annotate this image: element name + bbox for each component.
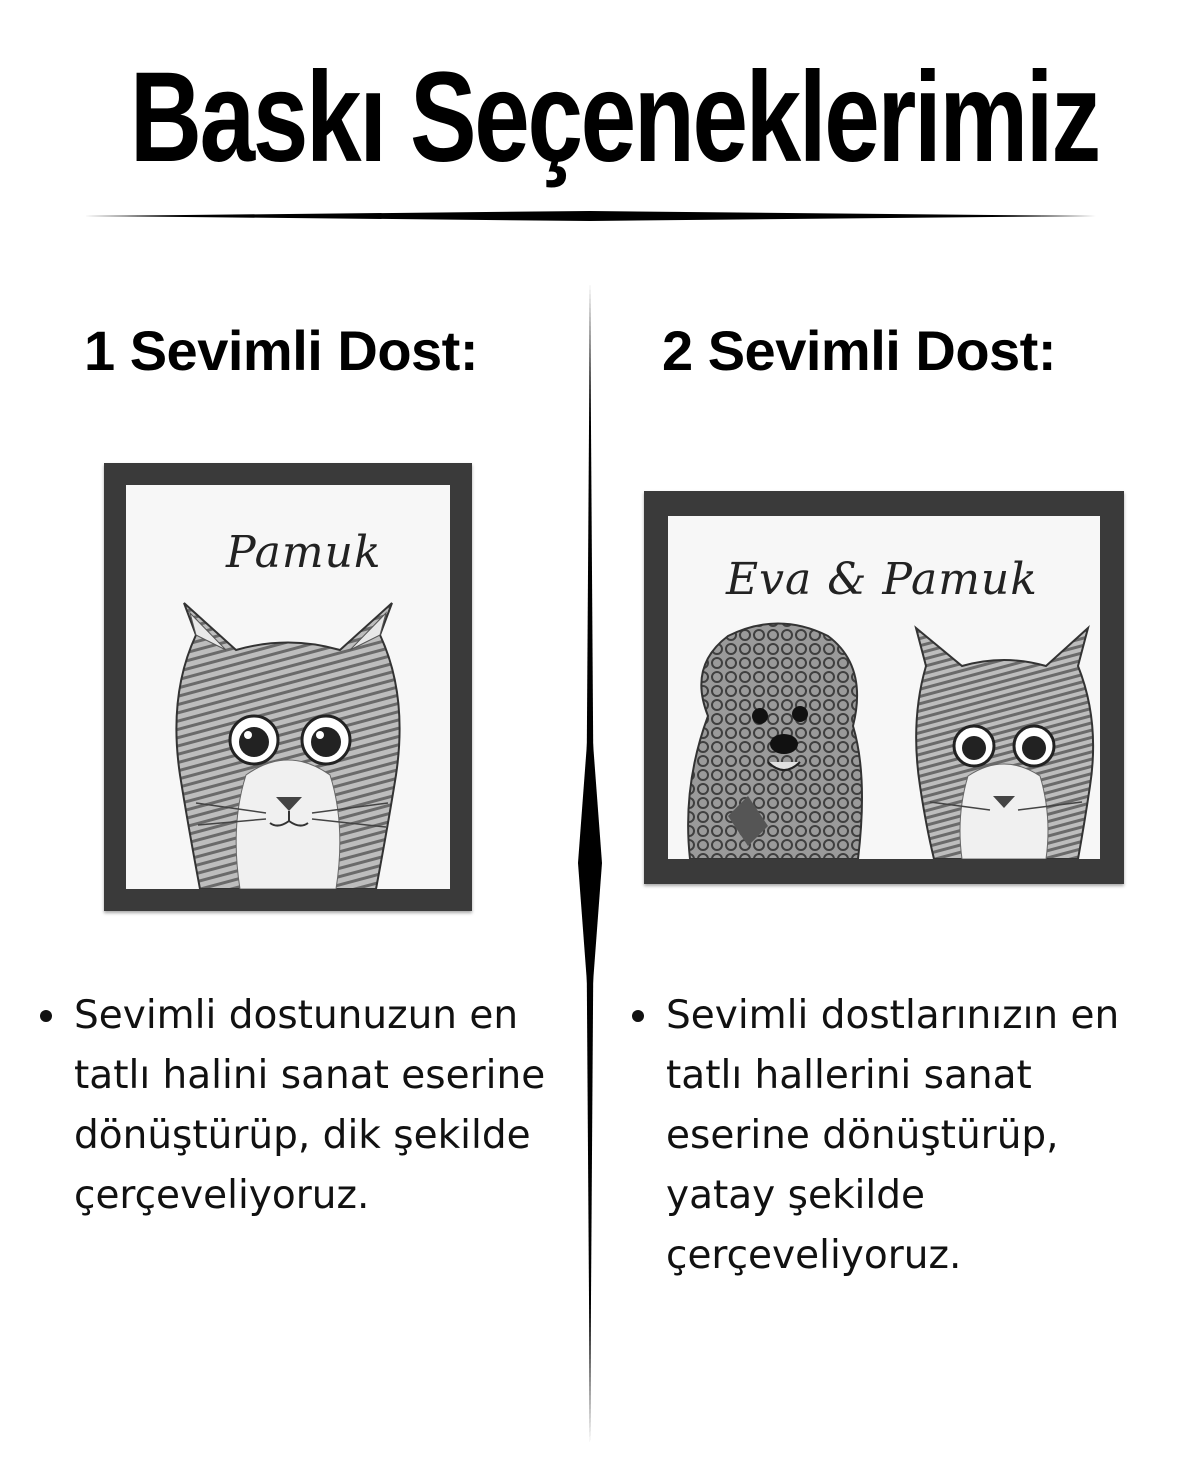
list-item <box>36 986 576 1226</box>
bullet-icon <box>40 1010 52 1022</box>
title-divider <box>84 211 1096 221</box>
landscape-frame <box>644 491 1124 884</box>
column-divider <box>572 283 608 1443</box>
single-pet-description-list <box>36 986 576 1226</box>
list-item <box>628 986 1168 1286</box>
two-pets-description: Sevimli dostlarınızın en tatlı hallerini sanat eserine dönüştürüp, yatay şekilde çerçeveliyoruz. <box>666 993 1120 1278</box>
cat-sketch <box>126 485 450 889</box>
portrait-frame <box>104 463 472 911</box>
two-pets-heading: 2 Sevimli Dost: <box>662 319 1056 382</box>
dog-and-cat-sketch <box>668 516 1100 859</box>
landscape-mat <box>668 516 1100 859</box>
two-pets-description-list <box>628 986 1168 1286</box>
single-pet-description: Sevimli dostunuzun en tatlı halini sanat eserine dönüştürüp, dik şekilde çerçeveliyoruz. <box>74 993 546 1218</box>
landscape-signature: Eva & Pamuk <box>726 554 1038 605</box>
page-title: Baskı Seçeneklerimiz <box>129 46 1099 189</box>
portrait-signature: Pamuk <box>226 527 382 578</box>
bullet-icon <box>632 1010 644 1022</box>
single-pet-heading: 1 Sevimli Dost: <box>84 319 478 382</box>
portrait-mat <box>126 485 450 889</box>
